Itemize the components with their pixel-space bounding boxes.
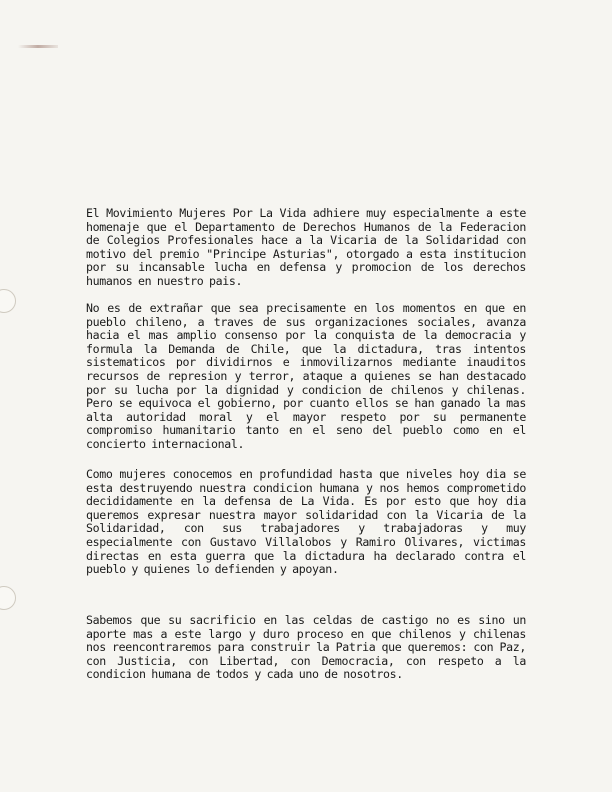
paragraph-represion: No es de extrañar que sea precisamente en los momentos en que en pueblo chileno, a traves de sus organizaciones sociales, avanza hacia el mas amplio consenso por la conquista de la democracia y formula la Demanda de Chile, que la dictadura, tras intentos sistematicos por dividirnos e inmovilizarnos mediante inauditos recursos de represion y terror, ataque a quienes se han destacado por su lucha por la dignidad y condicion de chilenos y chilenas. Pero se equivoca el gobierno, por cuanto ellos se han ganado la mas alta autoridad moral y el mayor respeto por su permanente compromiso humanitario tanto en el seno del pueblo como en el concierto internacional.: [86, 301, 526, 451]
scan-mark: [18, 45, 58, 48]
punch-hole: [0, 289, 16, 313]
paragraph-solidaridad: Como mujeres conocemos en profundidad hasta que niveles hoy dia se esta destruyendo nuestra condicion humana y nos hemos comprometido decididamente en la defensa de La Vida. Es por esto que hoy dia queremos expresar nuestra mayor solidaridad con la Vicaria de la Solidaridad, con sus trabajadores y trabajadoras y muy especialmente con Gustavo Villalobos y Ramiro Olivares, victimas directas en esta guerra que la dictadura ha declarado contra el pueblo y quienes lo defienden y apoyan.: [86, 467, 526, 577]
paragraph-sacrificio: Sabemos que su sacrificio en las celdas de castigo no es sino un aporte mas a este largo y duro proceso en que chilenos y chilenas nos reencontraremos para construir la Patria que queremos: con Paz, con Justicia, con Libertad, con Democracia, con respeto a la condicion humana de todos y cada uno de nosotros.: [86, 613, 526, 682]
paragraph-homenaje: El Movimiento Mujeres Por La Vida adhiere muy especialmente a este homenaje que el Departamento de Derechos Humanos de la Federacion de Colegios Profesionales hace a la Vicaria de la Solidaridad con motivo del premio "Principe Asturias", otorgado a esta institucion por su incansable lucha en defensa y promocion de los derechos humanos en nuestro pais.: [86, 206, 526, 288]
punch-hole: [0, 586, 16, 610]
